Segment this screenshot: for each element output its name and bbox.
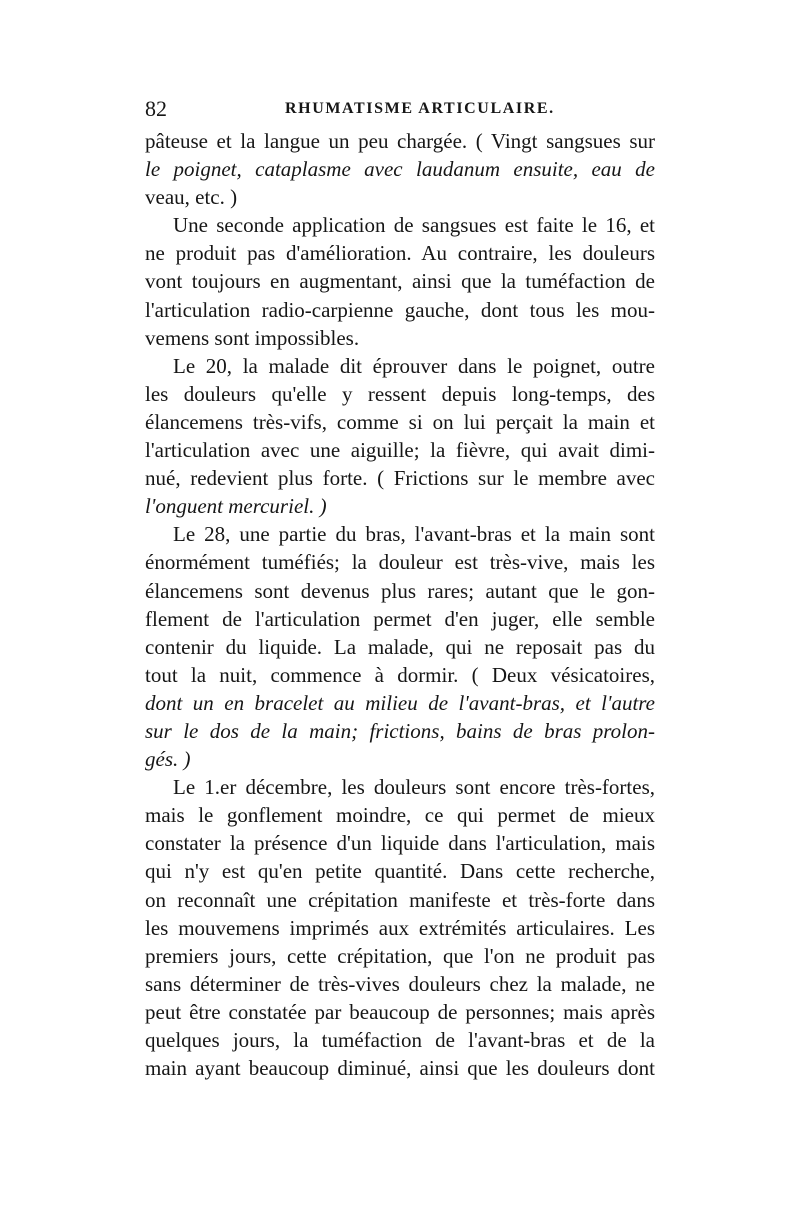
- text-line: quelques jours, la tuméfaction de l'avant-bras et de la: [145, 1028, 655, 1052]
- text-line: tout la nuit, commence à dormir. ( Deux vésicatoires,: [145, 662, 655, 687]
- text-line: peut être constatée par beaucoup de personnes; mais après: [145, 999, 655, 1024]
- text-line: l'articulation avec une aiguille; la fièvre, qui avait dimi-: [145, 438, 655, 463]
- text-line: sur le dos de la main; frictions, bains de bras prolon-: [145, 718, 655, 743]
- text-line: flement de l'articulation permet d'en juger, elle semble: [145, 606, 655, 631]
- text-line: qui n'y est qu'en petite quantité. Dans cette recherche,: [145, 859, 655, 884]
- text-line: constater la présence d'un liquide dans l'articulation, mais: [145, 831, 655, 856]
- text-line: sans déterminer de très-vives douleurs chez la malade, ne: [145, 971, 655, 996]
- text-line: premiers jours, cette crépitation, que l'on ne produit pas: [145, 943, 655, 968]
- text-line: Le 20, la malade dit éprouver dans le poignet, outre: [173, 353, 655, 378]
- text-line: le poignet, cataplasme avec laudanum ensuite, eau de: [145, 157, 655, 182]
- text-line: les douleurs qu'elle y ressent depuis long-temps, des: [145, 381, 655, 406]
- text-line: veau, etc. ): [145, 185, 238, 210]
- text-line: les mouvemens imprimés aux extrémités articulaires. Les: [145, 915, 655, 940]
- text-line: pâteuse et la langue un peu chargée. ( Vingt sangsues sur: [145, 129, 655, 153]
- text-line: l'onguent mercuriel. ): [145, 494, 327, 519]
- page-number: 82: [145, 96, 167, 121]
- text-line: on reconnaît une crépitation manifeste et très-forte dans: [145, 887, 655, 912]
- text-line: Le 28, une partie du bras, l'avant-bras et la main sont: [173, 522, 655, 547]
- page-header: [145, 96, 655, 120]
- text-line: élancemens sont devenus plus rares; autant que le gon-: [145, 578, 655, 603]
- text-line: l'articulation radio-carpienne gauche, dont tous les mou-: [145, 297, 655, 322]
- text-line: Une seconde application de sangsues est faite le 16, et: [173, 213, 655, 238]
- running-head: RHUMATISME ARTICULAIRE.: [285, 100, 555, 117]
- text-line: main ayant beaucoup diminué, ainsi que les douleurs dont: [145, 1056, 655, 1081]
- text-line: dont un en bracelet au milieu de l'avant-bras, et l'autre: [145, 690, 655, 715]
- text-line: ne produit pas d'amélioration. Au contraire, les douleurs: [145, 241, 655, 266]
- text-line: énormément tuméfiés; la douleur est très-vive, mais les: [145, 550, 655, 575]
- text-line: nué, redevient plus forte. ( Frictions sur le membre avec: [145, 466, 655, 491]
- text-line: vemens sont impossibles.: [145, 325, 360, 350]
- text-line: vont toujours en augmentant, ainsi que la tuméfaction de: [145, 269, 655, 294]
- text-line: gés. ): [145, 747, 191, 772]
- text-line: élancemens très-vifs, comme si on lui perçait la main et: [145, 409, 655, 434]
- text-line: Le 1.er décembre, les douleurs sont encore très-fortes,: [173, 775, 655, 800]
- text-line: mais le gonflement moindre, ce qui permet de mieux: [145, 803, 655, 828]
- text-line: contenir du liquide. La malade, qui ne reposait pas du: [145, 634, 655, 659]
- body-text: [145, 127, 655, 1082]
